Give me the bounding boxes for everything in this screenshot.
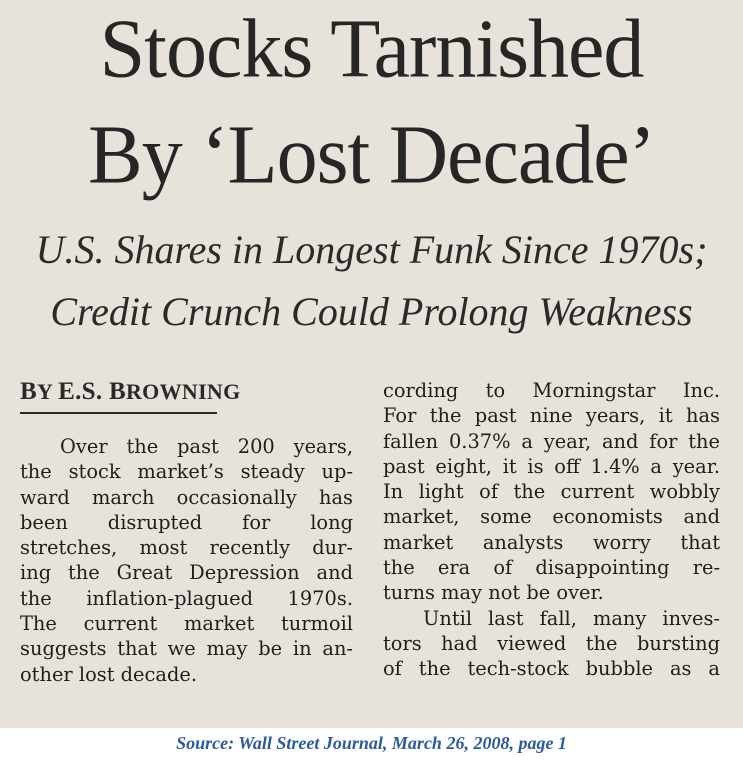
deck-line-2: Credit Crunch Could Prolong Weakness (50, 289, 693, 334)
source-caption: Source: Wall Street Journal, March 26, 2008, page 1 (176, 733, 567, 753)
byline-name-first: B (109, 378, 126, 405)
column-1-line: other lost decade. (20, 662, 198, 686)
column-2-line: fallen 0.37% a year, and for the (383, 429, 720, 453)
column-2-line: cording to Morningstar Inc. (383, 379, 720, 402)
byline (20, 378, 241, 406)
column-1-line: The current market turmoil (20, 612, 353, 636)
column-2-line: market analysts worry that (383, 530, 720, 554)
column-1-line: the stock market’s steady up- (20, 460, 353, 484)
column-1-line: the inflation-plagued 1970s. (20, 586, 353, 610)
article-column-1 (20, 434, 353, 687)
deck-line-1: U.S. Shares in Longest Funk Since 1970s; (35, 227, 708, 272)
column-2-line: past eight, it is off 1.4% a year. (383, 454, 720, 478)
column-1-line: suggests that we may be in an- (20, 637, 353, 661)
column-2-line: market, some economists and (383, 505, 720, 529)
column-2-line: turns may not be over. (383, 581, 604, 605)
column-1-line: stretches, most recently dur- (20, 536, 353, 560)
column-2-line: Until last fall, many inves- (423, 606, 720, 630)
article-column-2 (383, 378, 720, 682)
column-1-line: ward march occasionally has (20, 485, 353, 509)
column-2-line: In light of the current wobbly (383, 480, 720, 504)
column-1-line: been disrupted for long (20, 510, 353, 534)
headline-line-1: Stocks Tarnished (99, 2, 644, 95)
byline-prefix-rest: Y (36, 379, 59, 404)
byline-prefix-first: B (20, 378, 37, 405)
headline-line-2: By ‘Lost Decade’ (88, 108, 655, 201)
byline-name-rest: ROWNING (125, 379, 241, 404)
column-2-line: For the past nine years, it has (383, 404, 720, 428)
column-2-line: of the tech-stock bubble as a (383, 657, 720, 681)
column-2-line: tors had viewed the bursting (383, 631, 720, 655)
column-2-line: the era of disappointing re- (383, 556, 720, 580)
column-1-line: Over the past 200 years, (60, 435, 353, 458)
byline-rule (20, 412, 217, 414)
byline-initials: E.S. (58, 378, 109, 405)
column-1-line: ing the Great Depression and (20, 561, 353, 585)
